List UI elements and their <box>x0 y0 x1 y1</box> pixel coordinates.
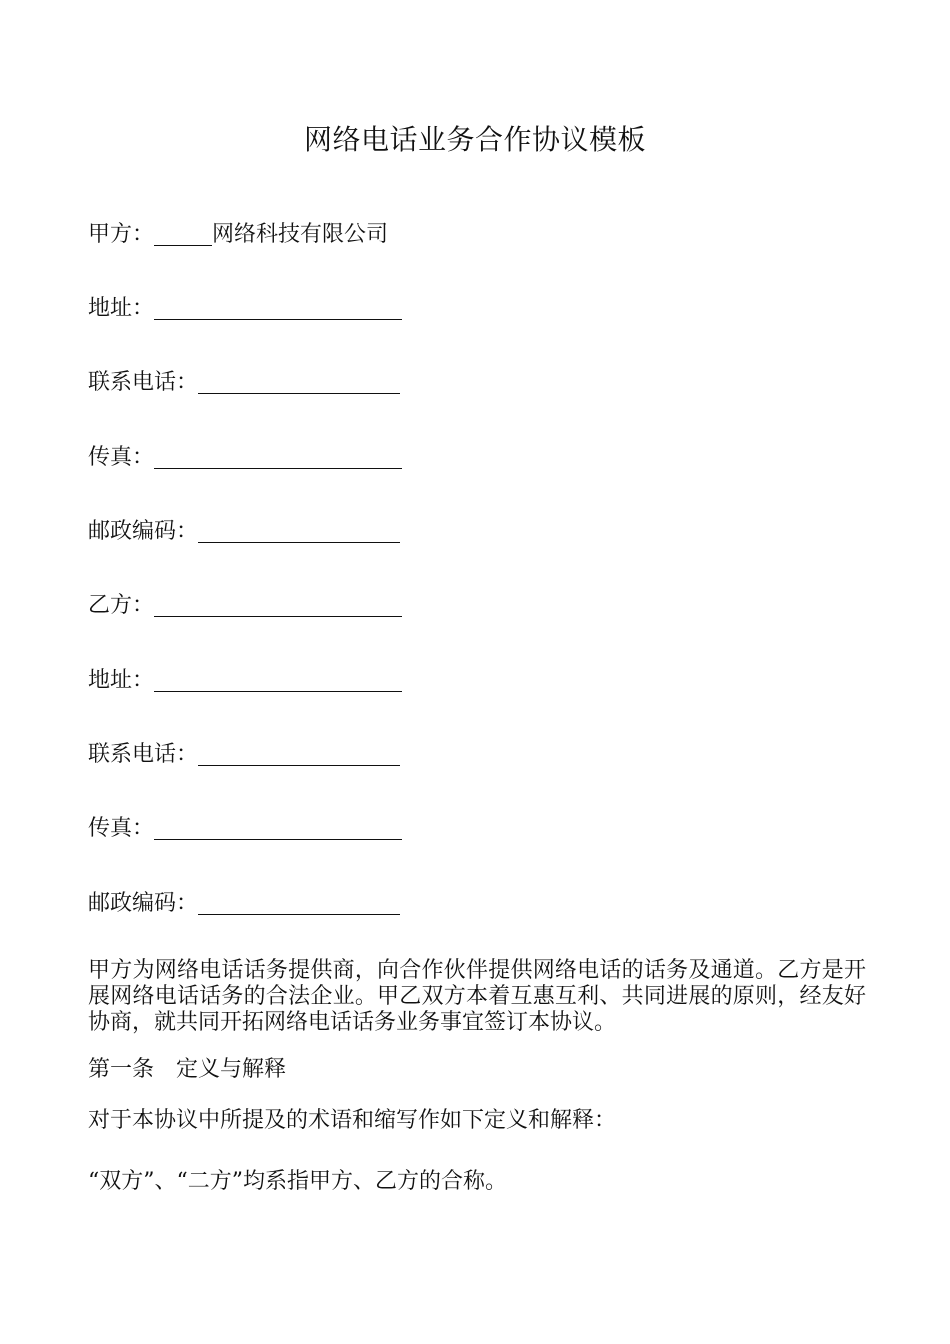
document-title: 网络电话业务合作协议模板 <box>303 123 646 156</box>
intro-paragraph: 甲方为网络电话话务提供商，向合作伙伴提供网络电话的话务及通道。乙方是开展网络电话话务的合法企业。甲乙双方本着互惠互利、共同进展的原则，经友好协商，就共同开拓网络电话话务业务事宜签订本协议。 <box>88 958 866 1035</box>
party-a-address-label: 地址： <box>88 296 155 321</box>
party-b-postcode-label: 邮政编码： <box>88 891 199 916</box>
party-a-name-blank[interactable] <box>154 223 212 246</box>
party-a-postcode-label: 邮政编码： <box>88 519 199 544</box>
party-a-address-field <box>88 294 402 324</box>
article-1-intro: 对于本协议中所提及的术语和缩写作如下定义和解释： <box>88 1108 617 1133</box>
party-b-fax-blank[interactable] <box>154 817 402 840</box>
party-a-phone-label: 联系电话： <box>88 370 199 395</box>
party-a-address-blank[interactable] <box>154 297 402 320</box>
party-a-phone-blank[interactable] <box>198 371 400 394</box>
party-a-postcode-field <box>88 517 400 547</box>
party-a-phone-field <box>88 368 400 398</box>
party-a-name-label: 甲方： <box>88 222 155 247</box>
party-a-postcode-blank[interactable] <box>198 520 400 543</box>
party-b-phone-label: 联系电话： <box>88 742 199 767</box>
party-a-name-field <box>88 220 388 250</box>
party-b-address-label: 地址： <box>88 668 155 693</box>
party-b-phone-blank[interactable] <box>198 743 400 766</box>
party-a-name-suffix: 网络科技有限公司 <box>212 222 389 247</box>
party-b-name-blank[interactable] <box>154 594 402 617</box>
party-b-address-blank[interactable] <box>154 669 402 692</box>
party-a-fax-blank[interactable] <box>154 446 402 469</box>
party-a-fax-field <box>88 443 402 473</box>
article-1-heading: 第一条 定义与解释 <box>88 1057 287 1082</box>
definition-1: “双方”、“二方”均系指甲方、乙方的合称。 <box>88 1169 507 1194</box>
party-b-name-field <box>88 591 402 621</box>
party-b-name-label: 乙方： <box>88 593 155 618</box>
party-b-postcode-field <box>88 889 400 919</box>
party-b-fax-field <box>88 814 402 844</box>
party-b-address-field <box>88 666 402 696</box>
party-b-phone-field <box>88 740 400 770</box>
party-a-fax-label: 传真： <box>88 445 155 470</box>
party-b-fax-label: 传真： <box>88 816 155 841</box>
party-b-postcode-blank[interactable] <box>198 892 400 915</box>
